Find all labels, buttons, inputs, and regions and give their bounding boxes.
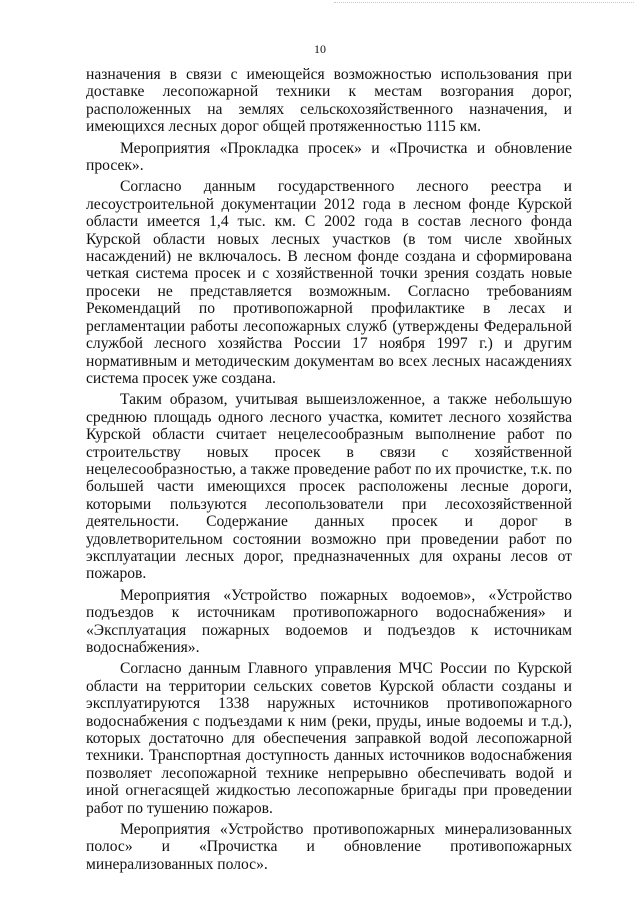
section-heading-vodoemy: Мероприятия «Устройство пожарных водоемов», «Устройство подъездов к источникам противопожарного водоснабжения» и «Эксплуатация пожарных водоемов и подъездов к источникам водоснабжения». [86,586,572,656]
paragraph-mchs: Согласно данным Главного управления МЧС России по Курской области на территории сельских советов Курской области созданы и эксплуатируются 1338 наружных источников противопожарного водоснабжения с подъездами к ним (реки, пруды, иные водоемы и т.д.), которых достаточно для обеспечения заправкой водой лесопожарной техники. Транспортная доступность данных источников водоснабжения позволяет лесопожарной технике непрерывно обеспечивать водой и иной огнегасящей жидкостью лесопожарные бригады при проведении работ по тушению пожаров. [86,660,572,817]
section-heading-prosek: Мероприятия «Прокладка просек» и «Прочистка и обновление просек». [86,139,572,175]
section-heading-polosy: Мероприятия «Устройство противопожарных минерализованных полос» и «Прочистка и обновление противопожарных минерализованных полос». [86,821,572,873]
scan-artifact-line [334,2,634,7]
page-number: 10 [314,42,326,56]
document-body [86,66,572,877]
paragraph-continuation: назначения в связи с имеющейся возможностью использования при доставке лесопожарной техники к местам возгорания дорог, расположенных на землях сельскохозяйственного назначения, и имеющихся лесных дорог общей протяженностью 1115 км. [86,66,572,136]
paragraph-reestr: Согласно данным государственного лесного реестра и лесоустроительной документации 2012 года в лесном фонде Курской области имеется 1,4 тыс. км. С 2002 года в состав лесного фонда Курской области новых лесных участков (в том числе хвойных насаждений) не включалось. В лесном фонде создана и сформирована четкая система просек и с хозяйственной точки зрения создать новые просеки не представляется возможным. Согласно требованиям Рекомендаций по противопожарной профилактике в лесах и регламентации работы лесопожарных служб (утверждены Федеральной службой лесного хозяйства России 17 ноября 1997 г.) и другим нормативным и методическим документам во всех лесных насаждениях система просек уже создана. [86,178,572,387]
paragraph-conclusion: Таким образом, учитывая вышеизложенное, а также небольшую среднюю площадь одного лесного участка, комитет лесного хозяйства Курской области считает нецелесообразным выполнение работ по строительству новых просек в связи с хозяйственной нецелесообразностью, а также проведение работ по их прочистке, т.к. по большей части имеющихся просек расположены лесные дороги, которыми пользуются лесопользователи при лесохозяйственной деятельности. Содержание данных просек и дорог в удовлетворительном состоянии возможно при проведении работ по эксплуатации лесных дорог, предназначенных для охраны лесов от пожаров. [86,391,572,583]
